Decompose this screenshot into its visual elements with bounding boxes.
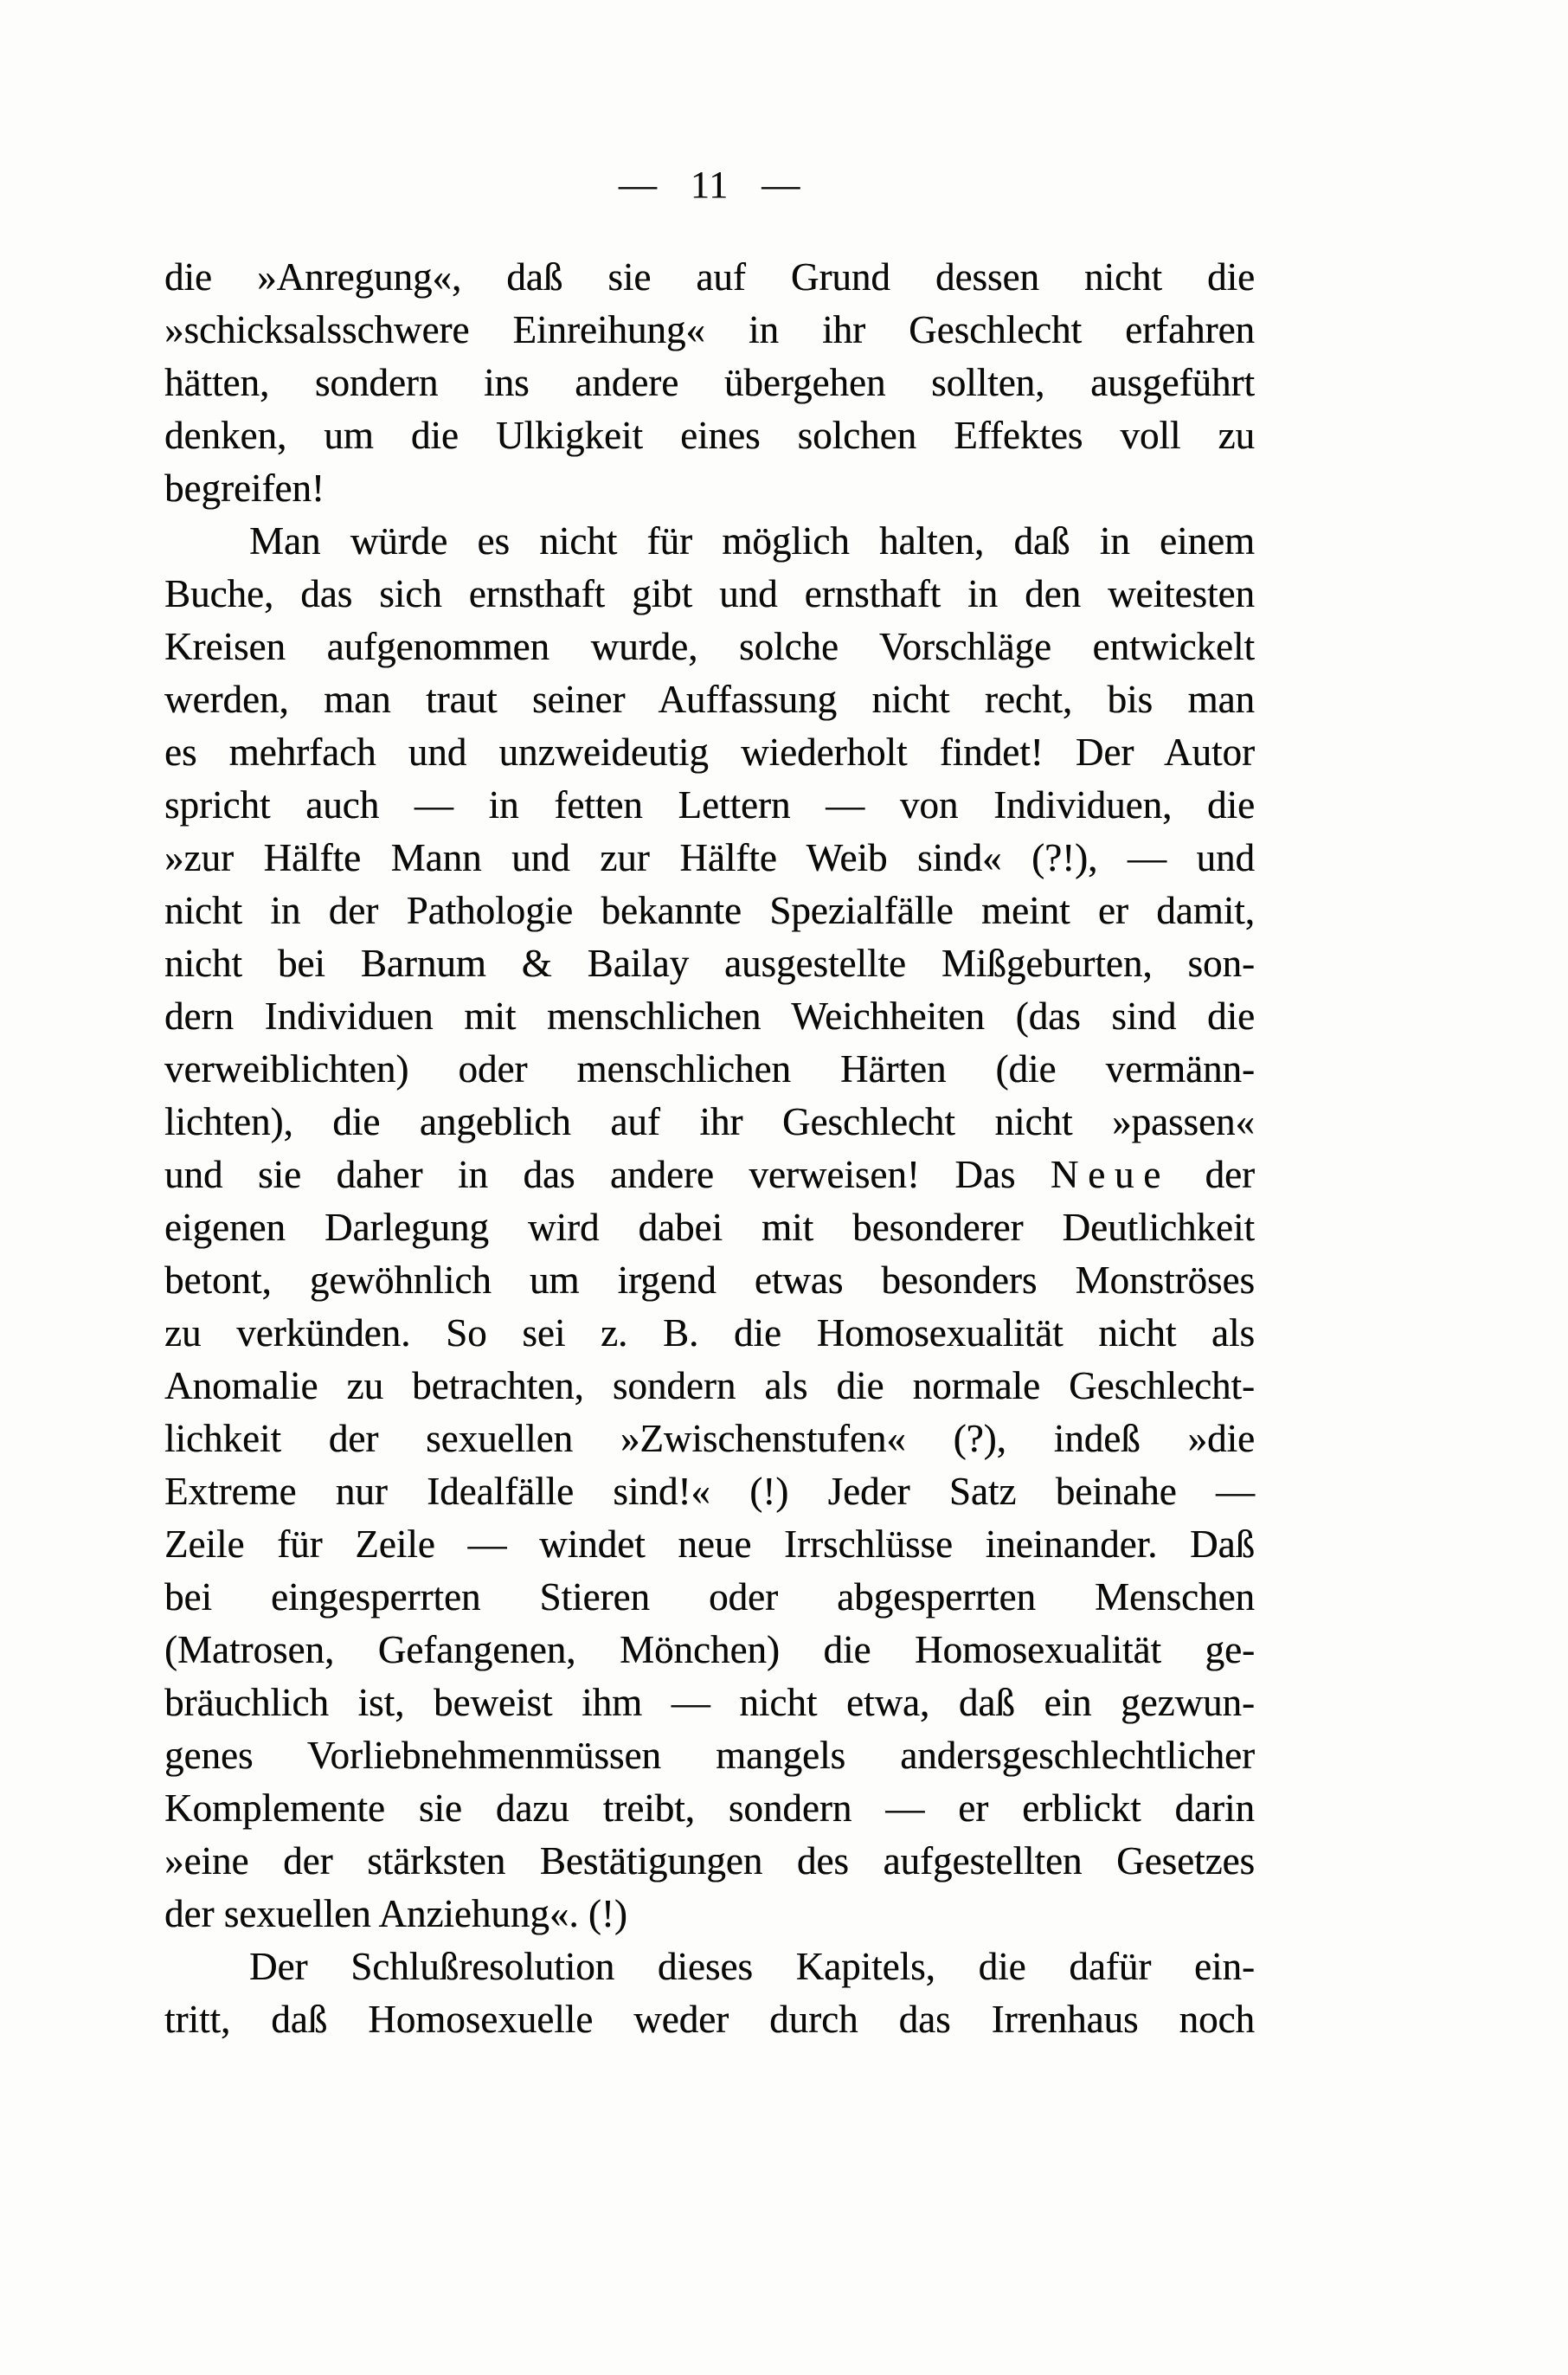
text-line: nicht bei Barnum & Bailay ausgestellte Mißgeburten, son-: [164, 942, 1255, 985]
emphasized-word: Neue: [1050, 1153, 1171, 1196]
text-line: die »Anregung«, daß sie auf Grund dessen nicht die: [164, 255, 1255, 299]
text-line: lichkeit der sexuellen »Zwischenstufen« (?), indeß »die: [164, 1417, 1255, 1460]
text-line: Extreme nur Idealfälle sind!« (!) Jeder Satz beinahe —: [164, 1470, 1255, 1513]
text-line: bei eingesperrten Stieren oder abgesperrten Menschen: [164, 1575, 1255, 1619]
text-line-paragraph-start: Der Schlußresolution dieses Kapitels, die dafür ein-: [249, 1945, 1255, 1988]
text-line: (Matrosen, Gefangenen, Mönchen) die Homosexualität ge-: [164, 1628, 1255, 1671]
text-line: bräuchlich ist, beweist ihm — nicht etwa, daß ein gezwun-: [164, 1681, 1255, 1724]
body-text: [164, 251, 1255, 2046]
text-line-paragraph-end: der sexuellen Anziehung«. (!): [164, 1892, 627, 1935]
text-line: spricht auch — in fetten Lettern — von Individuen, die: [164, 783, 1255, 827]
text-line: Komplemente sie dazu treibt, sondern — er erblickt darin: [164, 1786, 1255, 1830]
text-line: zu verkünden. So sei z. B. die Homosexualität nicht als: [164, 1311, 1255, 1355]
text-line: Buche, das sich ernsthaft gibt und ernsthaft in den weitesten: [164, 572, 1255, 615]
text-line: »schicksalsschwere Einreihung« in ihr Geschlecht erfahren: [164, 308, 1255, 351]
text-line: werden, man traut seiner Auffassung nicht recht, bis man: [164, 678, 1255, 721]
text-line: nicht in der Pathologie bekannte Spezialfälle meint er damit,: [164, 889, 1255, 932]
text-line: hätten, sondern ins andere übergehen sollten, ausgeführt: [164, 361, 1255, 404]
text-line: Anomalie zu betrachten, sondern als die normale Geschlecht-: [164, 1364, 1255, 1407]
page-number: — 11 —: [618, 164, 801, 206]
text-line: »eine der stärksten Bestätigungen des aufgestellten Gesetzes: [164, 1839, 1255, 1883]
text-line: verweiblichten) oder menschlichen Härten (die vermänn-: [164, 1047, 1255, 1091]
text-line: Kreisen aufgenommen wurde, solche Vorschläge entwickelt: [164, 625, 1255, 668]
text-line: denken, um die Ulkigkeit eines solchen Effektes voll zu: [164, 414, 1255, 457]
text-line: lichten), die angeblich auf ihr Geschlecht nicht »passen«: [164, 1100, 1255, 1143]
text-line: Zeile für Zeile — windet neue Irrschlüsse ineinander. Daß: [164, 1522, 1255, 1566]
text-line: »zur Hälfte Mann und zur Hälfte Weib sind« (?!), — und: [164, 836, 1255, 879]
text-line-paragraph-start: Man würde es nicht für möglich halten, daß in einem: [249, 519, 1255, 563]
text-line: betont, gewöhnlich um irgend etwas besonders Monströses: [164, 1258, 1255, 1302]
text-line: tritt, daß Homosexuelle weder durch das Irrenhaus noch: [164, 1998, 1255, 2041]
text-line: eigenen Darlegung wird dabei mit besonderer Deutlichkeit: [164, 1206, 1255, 1249]
text-line: genes Vorliebnehmenmüssen mangels andersgeschlechtlicher: [164, 1734, 1255, 1777]
text-segment: und sie daher in das andere verweisen! Das: [164, 1153, 1051, 1196]
text-line: es mehrfach und unzweideutig wiederholt findet! Der Autor: [164, 731, 1255, 774]
text-line-paragraph-end: begreifen!: [164, 467, 325, 510]
text-line: dern Individuen mit menschlichen Weichheiten (das sind die: [164, 994, 1255, 1038]
text-line-with-emphasis: [164, 1149, 1255, 1201]
text-segment: der: [1170, 1153, 1255, 1196]
